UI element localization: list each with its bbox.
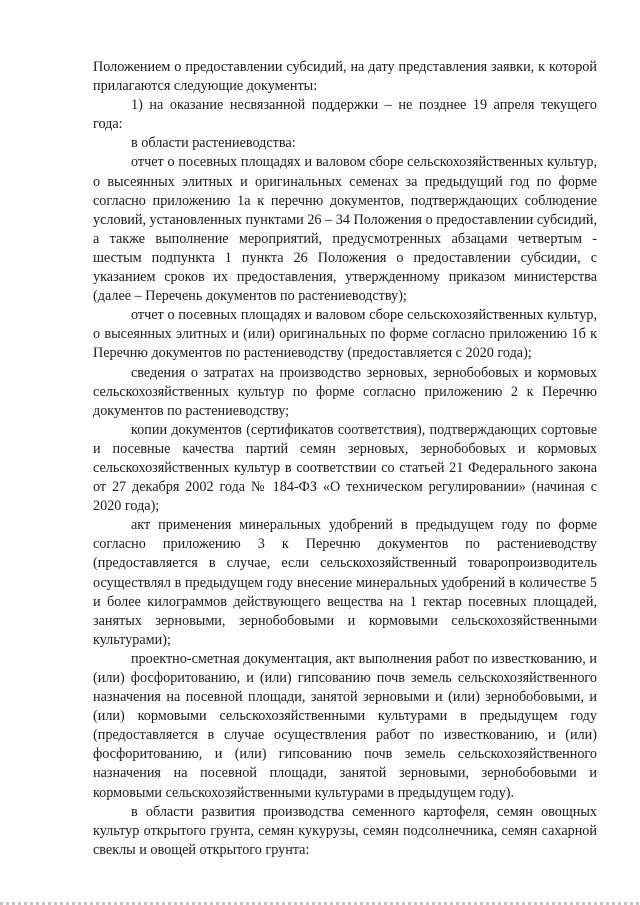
paragraph-seed-potato-heading: в области развития производства семенного картофеля, семян овощных культур открытого грунта, семян кукурузы, семян подсолнечника, семян сахарной свеклы и овощей открытого грунта: <box>93 803 597 858</box>
paragraph-intro: Положением о предоставлении субсидий, на дату представления заявки, к которой прилагаются следующие документы: <box>93 59 597 95</box>
paragraph-item-1: 1) на оказание несвязанной поддержки – не позднее 19 апреля текущего года: <box>93 97 597 133</box>
paragraph-certificates: копии документов (сертификатов соответствия), подтверждающих сортовые и посевные качества партий семян зерновых, зернобобовых и кормовых сельскохозяйственных культур в соответствии со статьей 21 Федерального закона от 27 декабря 2002 года № 184-ФЗ «О техническом регулировании» (начиная с 2020 года); <box>93 421 597 515</box>
paragraph-sowing-report-1a: отчет о посевных площадях и валовом сборе сельскохозяйственных культур, о высеянных элитных и оригинальных семенах за предыдущий год по форме согласно приложению 1а к перечню документов, подтверждающих соблюдение условий, установленных пунктами 26 – 34 Положения о предоставлении субсидий, а также выполнение мероприятий, предусмотренных абзацами четвертым - шестым подпункта 1 пункта 26 Положения о предоставлении субсидии, с указанием сроков их предоставления, утвержденному приказом министерства (далее – Перечень документов по растениеводству); <box>93 154 597 305</box>
paragraph-liming-docs: проектно-сметная документация, акт выполнения работ по известкованию, и (или) фосфоритованию, и (или) гипсованию почв земель сельскохозяйственного назначения на посевной площади, занятой зерновыми и (или) зернобобовыми, и (или) кормовыми сельскохозяйственными культурами в предыдущем году (предоставляется в случае осуществления работ по известкованию, и (или) фосфоритованию, и (или) гипсованию почв земель сельскохозяйственного назначения на посевной площади, занятой зерновыми, зернобобовыми и кормовыми сельскохозяйственными культурами в предыдущем году). <box>93 650 597 801</box>
paragraph-fertilizer-act: акт применения минеральных удобрений в предыдущем году по форме согласно приложению 3 к Перечню документов по растениеводству (предоставляется в случае, если сельскохозяйственный товаропроизводитель осуществлял в предыдущем году внесение минеральных удобрений в количестве 5 и более килограммов действующего вещества на 1 гектар посевных площадей, занятых зерновыми, зернобобовыми и кормовыми сельскохозяйственными культурами); <box>93 517 597 648</box>
document-body <box>93 58 597 860</box>
paragraph-crop-heading: в области растениеводства: <box>131 135 296 152</box>
paragraph-sowing-report-1b: отчет о посевных площадях и валовом сборе сельскохозяйственных культур, о высеянных элитных и (или) оригинальных по форме согласно приложению 1б к Перечню документов по растениеводству (предоставляется с 2020 года); <box>93 307 597 362</box>
paragraph-cost-info: сведения о затратах на производство зерновых, зернобобовых и кормовых сельскохозяйственных культур по форме согласно приложению 2 к Перечню документов по растениеводству; <box>93 364 597 419</box>
